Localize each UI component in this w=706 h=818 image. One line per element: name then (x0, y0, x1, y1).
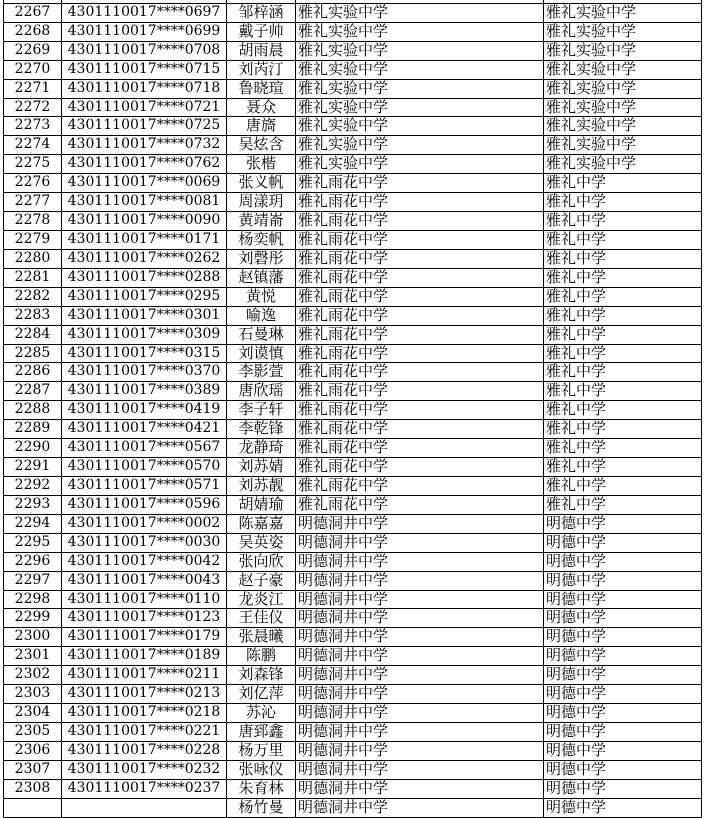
cell-school-origin: 雅礼雨花中学 (296, 363, 544, 381)
cell-school-admitted: 明德中学 (544, 515, 702, 533)
table-row (4, 401, 702, 420)
cell-student-name: 邹梓涵 (227, 4, 296, 22)
cell-school-admitted: 雅礼实验中学 (544, 42, 702, 60)
cell-student-name: 吴炫含 (227, 136, 296, 154)
cell-school-origin: 雅礼雨花中学 (296, 420, 544, 438)
cell-serial-number: 2298 (4, 591, 62, 609)
table-row (4, 4, 702, 23)
cell-student-name: 杨万里 (227, 742, 296, 760)
cell-student-name: 周漾玥 (227, 193, 296, 211)
cell-serial-number: 2276 (4, 174, 62, 192)
cell-school-admitted: 雅礼中学 (544, 288, 702, 306)
cell-school-admitted: 明德中学 (544, 742, 702, 760)
cell-exam-id: 4301110017****0295 (62, 288, 227, 306)
cell-exam-id: 4301110017****0419 (62, 401, 227, 419)
table-row (4, 591, 702, 610)
cell-school-admitted: 雅礼中学 (544, 439, 702, 457)
cell-exam-id: 4301110017****0288 (62, 269, 227, 287)
cell-serial-number: 2287 (4, 382, 62, 400)
cell-school-admitted: 明德中学 (544, 534, 702, 552)
cell-exam-id: 4301110017****0596 (62, 496, 227, 514)
cell-school-origin: 雅礼雨花中学 (296, 269, 544, 287)
cell-school-origin: 明德洞井中学 (296, 628, 544, 646)
cell-serial-number: 2269 (4, 42, 62, 60)
table-row (4, 326, 702, 345)
cell-school-origin: 明德洞井中学 (296, 591, 544, 609)
cell-student-name: 胡雨晨 (227, 42, 296, 60)
table-row (4, 723, 702, 742)
table-row (4, 439, 702, 458)
cell-student-name: 杨奕帆 (227, 231, 296, 249)
cell-school-origin: 雅礼实验中学 (296, 136, 544, 154)
cell-student-name: 黄靖嵛 (227, 212, 296, 230)
table-row (4, 458, 702, 477)
cell-serial-number: 2295 (4, 534, 62, 552)
cell-serial-number: 2293 (4, 496, 62, 514)
table-row (4, 742, 702, 761)
cell-exam-id: 4301110017****0721 (62, 99, 227, 117)
cell-serial-number (4, 0, 62, 3)
cell-exam-id: 4301110017****0715 (62, 61, 227, 79)
cell-serial-number: 2288 (4, 401, 62, 419)
cell-serial-number: 2274 (4, 136, 62, 154)
cell-serial-number: 2291 (4, 458, 62, 476)
cell-student-name: 黄悦 (227, 288, 296, 306)
cell-student-name: 刘磬彤 (227, 250, 296, 268)
cell-serial-number: 2273 (4, 117, 62, 135)
cell-exam-id: 4301110017****0421 (62, 420, 227, 438)
cell-serial-number: 2305 (4, 723, 62, 741)
cell-exam-id: 4301110017****0213 (62, 685, 227, 703)
cell-student-name: 刘亿萍 (227, 685, 296, 703)
cell-student-name: 聂众 (227, 99, 296, 117)
cell-exam-id: 4301110017****0567 (62, 439, 227, 457)
cell-student-name: 胡婧瑜 (227, 496, 296, 514)
cell-student-name: 鲁晓瑄 (227, 80, 296, 98)
cell-exam-id: 4301110017****0123 (62, 609, 227, 627)
cell-school-admitted: 雅礼中学 (544, 496, 702, 514)
cell-exam-id (62, 0, 227, 3)
cell-school-admitted: 明德中学 (544, 572, 702, 590)
cell-exam-id: 4301110017****0232 (62, 761, 227, 779)
cell-student-name: 赵镇藩 (227, 269, 296, 287)
cell-serial-number: 2303 (4, 685, 62, 703)
table-row (4, 174, 702, 193)
cell-student-name: 王佳仪 (227, 609, 296, 627)
cell-school-origin: 明德洞井中学 (296, 799, 544, 817)
cell-serial-number (4, 799, 62, 817)
cell-school-admitted: 雅礼中学 (544, 193, 702, 211)
cell-student-name: 龙静琦 (227, 439, 296, 457)
cell-serial-number: 2282 (4, 288, 62, 306)
cell-student-name: 陈嘉嘉 (227, 515, 296, 533)
cell-school-admitted: 雅礼中学 (544, 401, 702, 419)
cell-exam-id: 4301110017****0030 (62, 534, 227, 552)
cell-exam-id: 4301110017****0221 (62, 723, 227, 741)
cell-school-origin: 雅礼雨花中学 (296, 174, 544, 192)
cell-serial-number: 2301 (4, 647, 62, 665)
cell-school-origin: 雅礼雨花中学 (296, 250, 544, 268)
cell-serial-number: 2280 (4, 250, 62, 268)
cell-student-name: 刘苏靓 (227, 477, 296, 495)
cell-exam-id: 4301110017****0042 (62, 553, 227, 571)
cell-school-admitted: 雅礼实验中学 (544, 99, 702, 117)
cell-student-name: 石曼琳 (227, 326, 296, 344)
cell-exam-id: 4301110017****0081 (62, 193, 227, 211)
cell-school-admitted: 明德中学 (544, 553, 702, 571)
cell-school-origin: 雅礼雨花中学 (296, 439, 544, 457)
cell-exam-id: 4301110017****0043 (62, 572, 227, 590)
table-row (4, 477, 702, 496)
cell-school-admitted: 雅礼实验中学 (544, 155, 702, 173)
table-row (4, 553, 702, 572)
cell-student-name: 张晨曦 (227, 628, 296, 646)
cell-serial-number: 2286 (4, 363, 62, 381)
table-row (4, 496, 702, 515)
cell-student-name: 陈鹏 (227, 647, 296, 665)
cell-school-origin: 明德洞井中学 (296, 780, 544, 798)
cell-school-admitted: 明德中学 (544, 647, 702, 665)
cell-school-origin: 雅礼雨花中学 (296, 345, 544, 363)
table-row (4, 231, 702, 250)
cell-student-name: 龙炎江 (227, 591, 296, 609)
table-row (4, 515, 702, 534)
cell-school-admitted: 雅礼中学 (544, 231, 702, 249)
cell-school-origin: 明德洞井中学 (296, 572, 544, 590)
table-row (4, 609, 702, 628)
cell-serial-number: 2302 (4, 666, 62, 684)
cell-exam-id: 4301110017****0228 (62, 742, 227, 760)
cell-serial-number: 2268 (4, 23, 62, 41)
cell-exam-id: 4301110017****0370 (62, 363, 227, 381)
table-row (4, 99, 702, 118)
cell-student-name: 张义帆 (227, 174, 296, 192)
cell-school-admitted: 雅礼实验中学 (544, 136, 702, 154)
cell-serial-number: 2270 (4, 61, 62, 79)
table-row (4, 155, 702, 174)
cell-exam-id: 4301110017****0189 (62, 647, 227, 665)
cell-serial-number: 2278 (4, 212, 62, 230)
table-row (4, 61, 702, 80)
cell-exam-id: 4301110017****0708 (62, 42, 227, 60)
cell-serial-number: 2275 (4, 155, 62, 173)
cell-school-admitted: 雅礼实验中学 (544, 117, 702, 135)
cell-school-admitted: 雅礼中学 (544, 326, 702, 344)
table-body (3, 0, 702, 818)
cell-serial-number: 2290 (4, 439, 62, 457)
cell-student-name: 戴子帅 (227, 23, 296, 41)
cell-school-origin: 雅礼雨花中学 (296, 288, 544, 306)
cell-school-origin: 雅礼实验中学 (296, 42, 544, 60)
cell-student-name: 朱育林 (227, 780, 296, 798)
cell-student-name: 唐欣瑶 (227, 382, 296, 400)
cell-serial-number: 2289 (4, 420, 62, 438)
cell-exam-id: 4301110017****0179 (62, 628, 227, 646)
cell-serial-number: 2294 (4, 515, 62, 533)
cell-exam-id: 4301110017****0570 (62, 458, 227, 476)
cell-school-origin: 明德洞井中学 (296, 647, 544, 665)
cell-school-origin: 明德洞井中学 (296, 742, 544, 760)
cell-student-name: 张咏仪 (227, 761, 296, 779)
cell-school-admitted: 雅礼中学 (544, 307, 702, 325)
cell-school-origin: 雅礼雨花中学 (296, 401, 544, 419)
cell-school-origin: 雅礼实验中学 (296, 155, 544, 173)
cell-exam-id: 4301110017****0237 (62, 780, 227, 798)
table-row (4, 780, 702, 799)
table-row (4, 382, 702, 401)
cell-school-origin: 明德洞井中学 (296, 666, 544, 684)
cell-school-admitted: 雅礼中学 (544, 212, 702, 230)
cell-school-origin: 明德洞井中学 (296, 685, 544, 703)
cell-school-admitted: 明德中学 (544, 666, 702, 684)
cell-school-admitted: 明德中学 (544, 761, 702, 779)
cell-school-admitted: 雅礼中学 (544, 269, 702, 287)
cell-student-name: 刘谟慎 (227, 345, 296, 363)
table-row (4, 704, 702, 723)
cell-exam-id: 4301110017****0718 (62, 80, 227, 98)
cell-exam-id: 4301110017****0699 (62, 23, 227, 41)
cell-school-admitted: 雅礼中学 (544, 345, 702, 363)
table-row (4, 288, 702, 307)
cell-exam-id: 4301110017****0725 (62, 117, 227, 135)
cell-school-origin: 雅礼雨花中学 (296, 231, 544, 249)
cell-school-admitted: 明德中学 (544, 609, 702, 627)
cell-serial-number: 2304 (4, 704, 62, 722)
cell-exam-id: 4301110017****0211 (62, 666, 227, 684)
cell-exam-id: 4301110017****0090 (62, 212, 227, 230)
cell-school-admitted: 明德中学 (544, 723, 702, 741)
cell-school-admitted: 雅礼中学 (544, 363, 702, 381)
cell-serial-number: 2308 (4, 780, 62, 798)
cell-exam-id: 4301110017****0762 (62, 155, 227, 173)
cell-exam-id: 4301110017****0262 (62, 250, 227, 268)
cell-serial-number: 2284 (4, 326, 62, 344)
cell-student-name: 李乾锋 (227, 420, 296, 438)
cell-serial-number: 2300 (4, 628, 62, 646)
cell-school-origin: 雅礼雨花中学 (296, 382, 544, 400)
cell-student-name: 喻逸 (227, 307, 296, 325)
table-row (4, 250, 702, 269)
table-row (4, 307, 702, 326)
table-row (4, 117, 702, 136)
cell-school-origin: 雅礼雨花中学 (296, 477, 544, 495)
table-row (4, 572, 702, 591)
table-row (4, 647, 702, 666)
cell-student-name: 刘芮汀 (227, 61, 296, 79)
cell-school-admitted: 雅礼中学 (544, 458, 702, 476)
cell-serial-number: 2296 (4, 553, 62, 571)
table-row (4, 628, 702, 647)
cell-serial-number: 2277 (4, 193, 62, 211)
cell-student-name: 李子轩 (227, 401, 296, 419)
cell-exam-id: 4301110017****0218 (62, 704, 227, 722)
cell-school-origin: 明德洞井中学 (296, 723, 544, 741)
cell-serial-number: 2297 (4, 572, 62, 590)
cell-exam-id: 4301110017****0301 (62, 307, 227, 325)
table-row (4, 534, 702, 553)
cell-school-origin: 雅礼实验中学 (296, 61, 544, 79)
cell-serial-number: 2307 (4, 761, 62, 779)
cell-school-origin: 雅礼雨花中学 (296, 193, 544, 211)
table-row (4, 80, 702, 99)
table-row (4, 685, 702, 704)
cell-school-admitted: 雅礼实验中学 (544, 4, 702, 22)
cell-school-admitted: 明德中学 (544, 704, 702, 722)
cell-exam-id: 4301110017****0315 (62, 345, 227, 363)
cell-serial-number: 2283 (4, 307, 62, 325)
cell-exam-id: 4301110017****0571 (62, 477, 227, 495)
cell-serial-number: 2292 (4, 477, 62, 495)
cell-exam-id: 4301110017****0069 (62, 174, 227, 192)
cell-student-name: 李影萱 (227, 363, 296, 381)
table-row (4, 23, 702, 42)
cell-school-admitted: 明德中学 (544, 591, 702, 609)
cell-school-admitted: 明德中学 (544, 628, 702, 646)
cell-student-name: 唐郅鑫 (227, 723, 296, 741)
cell-school-origin: 雅礼实验中学 (296, 23, 544, 41)
cell-exam-id: 4301110017****0171 (62, 231, 227, 249)
cell-exam-id: 4301110017****0002 (62, 515, 227, 533)
cell-school-origin: 雅礼雨花中学 (296, 496, 544, 514)
cell-school-admitted: 雅礼实验中学 (544, 23, 702, 41)
cell-school-origin: 雅礼雨花中学 (296, 326, 544, 344)
table-row (4, 193, 702, 212)
cell-school-admitted: 明德中学 (544, 799, 702, 817)
cell-school-admitted: 雅礼中学 (544, 420, 702, 438)
cell-school-origin: 明德洞井中学 (296, 761, 544, 779)
cell-exam-id: 4301110017****0732 (62, 136, 227, 154)
cell-school-origin: 明德洞井中学 (296, 515, 544, 533)
cell-student-name: 唐旖 (227, 117, 296, 135)
cell-school-admitted: 雅礼中学 (544, 174, 702, 192)
cell-serial-number: 2285 (4, 345, 62, 363)
table-row (4, 761, 702, 780)
cell-exam-id (62, 799, 227, 817)
table-row (4, 212, 702, 231)
cell-student-name: 刘森锋 (227, 666, 296, 684)
cell-student-name: 张楷 (227, 155, 296, 173)
cell-school-origin: 雅礼实验中学 (296, 80, 544, 98)
cell-serial-number: 2267 (4, 4, 62, 22)
cell-school-admitted: 明德中学 (544, 685, 702, 703)
cell-exam-id: 4301110017****0309 (62, 326, 227, 344)
table-row (4, 42, 702, 61)
cell-school-admitted: 雅礼中学 (544, 382, 702, 400)
cell-student-name: 吴英姿 (227, 534, 296, 552)
cell-exam-id: 4301110017****0389 (62, 382, 227, 400)
cell-school-admitted: 雅礼实验中学 (544, 61, 702, 79)
cell-exam-id: 4301110017****0110 (62, 591, 227, 609)
cell-serial-number: 2272 (4, 99, 62, 117)
cell-school-origin: 明德洞井中学 (296, 704, 544, 722)
cell-serial-number: 2271 (4, 80, 62, 98)
cell-school-origin: 雅礼雨花中学 (296, 212, 544, 230)
cell-student-name: 刘苏婧 (227, 458, 296, 476)
cell-student-name: 赵子豪 (227, 572, 296, 590)
cell-exam-id: 4301110017****0697 (62, 4, 227, 22)
cell-school-origin: 雅礼实验中学 (296, 4, 544, 22)
cell-school-origin: 雅礼实验中学 (296, 99, 544, 117)
cell-school-admitted: 明德中学 (544, 780, 702, 798)
cell-school-origin: 明德洞井中学 (296, 534, 544, 552)
table-row (4, 269, 702, 288)
cell-student-name: 苏沁 (227, 704, 296, 722)
cell-school-admitted: 雅礼中学 (544, 477, 702, 495)
table-row (4, 666, 702, 685)
table-row (4, 136, 702, 155)
cell-school-origin: 雅礼实验中学 (296, 117, 544, 135)
cell-serial-number: 2306 (4, 742, 62, 760)
cell-school-admitted: 雅礼实验中学 (544, 80, 702, 98)
cell-serial-number: 2281 (4, 269, 62, 287)
cell-school-origin: 明德洞井中学 (296, 553, 544, 571)
cell-school-origin: 雅礼雨花中学 (296, 307, 544, 325)
table-row-partial-bottom (4, 799, 702, 818)
table-row (4, 345, 702, 364)
cell-serial-number: 2299 (4, 609, 62, 627)
cell-serial-number: 2279 (4, 231, 62, 249)
cell-student-name: 张向欣 (227, 553, 296, 571)
table-row (4, 420, 702, 439)
table-row (4, 363, 702, 382)
cell-school-origin: 雅礼雨花中学 (296, 458, 544, 476)
cell-school-origin: 明德洞井中学 (296, 609, 544, 627)
cell-school-admitted: 雅礼中学 (544, 250, 702, 268)
cell-student-name: 杨竹曼 (227, 799, 296, 817)
